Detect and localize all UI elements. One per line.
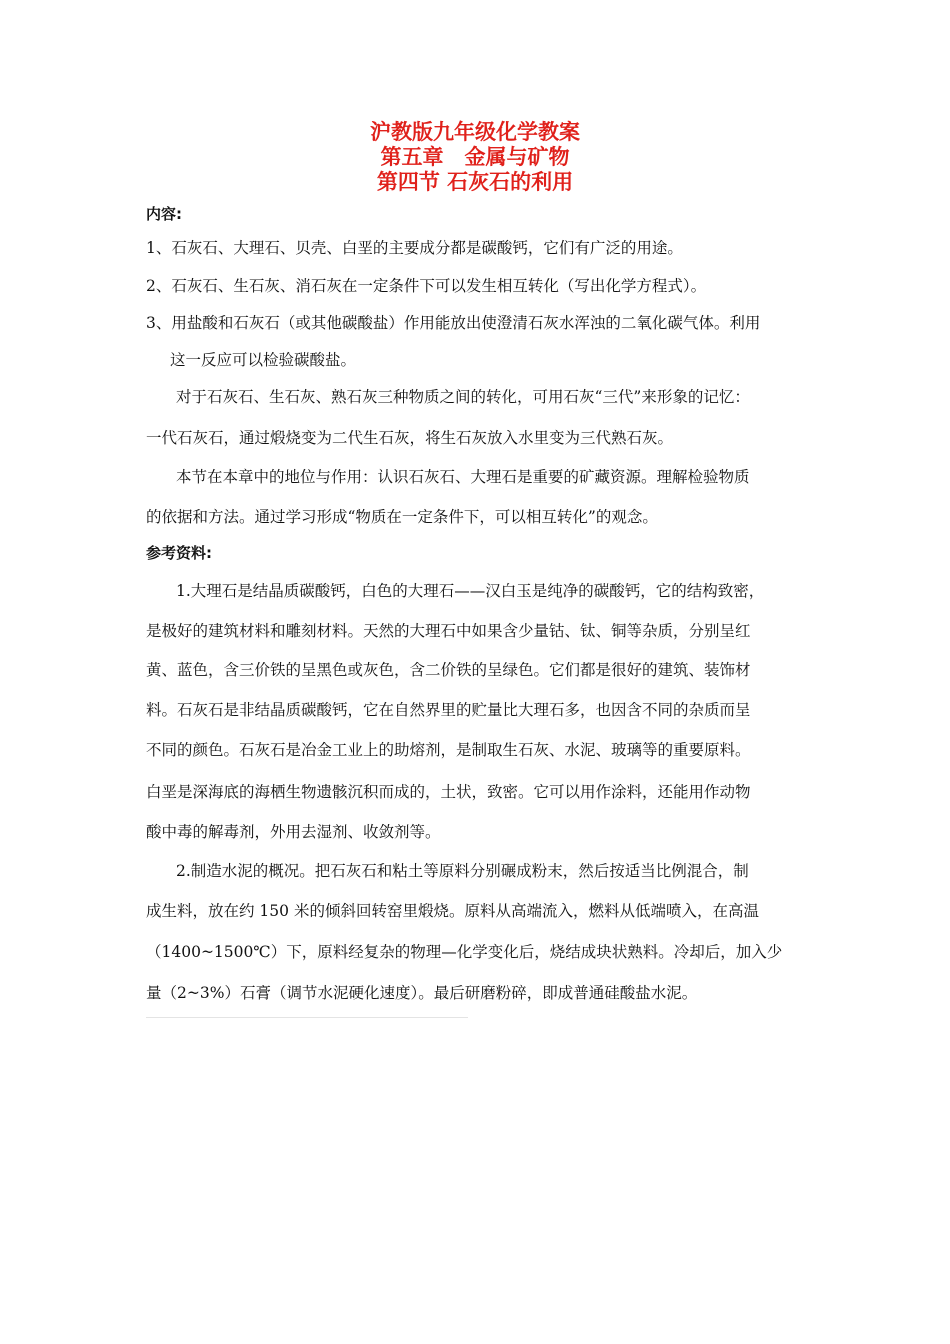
reference-line: （1400~1500℃）下，原料经复杂的物理—化学变化后，烧结成块状熟料。冷却后，加入少 [146,943,783,961]
reference-line: 1.大理石是结晶质碳酸钙，白色的大理石——汉白玉是纯净的碳酸钙，它的结构致密， [176,582,765,600]
content-line: 3、用盐酸和石灰石（或其他碳酸盐）作用能放出使澄清石灰水浑浊的二氧化碳气体。利用 [146,314,761,332]
content-line: 1、石灰石、大理石、贝壳、白垩的主要成分都是碳酸钙，它们有广泛的用途。 [146,239,683,257]
reference-line: 量（2~3%）石膏（调节水泥硬化速度）。最后研磨粉碎，即成普通硅酸盐水泥。 [146,984,698,1002]
reference-line: 料。石灰石是非结晶质碳酸钙，它在自然界里的贮量比大理石多，也因含不同的杂质而呈 [146,701,751,719]
content-line: 一代石灰石，通过煅烧变为二代生石灰，将生石灰放入水里变为三代熟石灰。 [146,429,674,447]
content-line: 这一反应可以检验碳酸盐。 [170,351,357,369]
title-block [0,120,950,195]
document-title: 沪教版九年级化学教案 [370,120,580,144]
reference-line: 酸中毒的解毒剂，外用去湿剂、收敛剂等。 [146,823,441,841]
reference-line: 不同的颜色。石灰石是冶金工业上的助熔剂，是制取生石灰、水泥、玻璃等的重要原料。 [146,741,751,759]
content-heading: 内容: [146,205,182,223]
content-line: 的依据和方法。通过学习形成“物质在一定条件下，可以相互转化”的观念。 [146,508,658,526]
content-line: 对于石灰石、生石灰、熟石灰三种物质之间的转化，可用石灰“三代”来形象的记忆： [176,388,750,406]
content-line: 本节在本章中的地位与作用：认识石灰石、大理石是重要的矿藏资源。理解检验物质 [176,468,750,486]
reference-line: 是极好的建筑材料和雕刻材料。天然的大理石中如果含少量钴、钛、铜等杂质，分别呈红 [146,622,751,640]
reference-line: 黄、蓝色，含三价铁的呈黑色或灰色，含二价铁的呈绿色。它们都是很好的建筑、装饰材 [146,661,751,679]
content-line: 2、石灰石、生石灰、消石灰在一定条件下可以发生相互转化（写出化学方程式）。 [146,277,707,295]
reference-line: 2.制造水泥的概况。把石灰石和粘土等原料分别碾成粉末，然后按适当比例混合，制 [176,862,749,880]
references-heading: 参考资料: [146,544,212,562]
section-title: 第四节 石灰石的利用 [376,170,574,194]
footer-divider [146,1017,468,1018]
reference-line: 成生料，放在约 150 米的倾斜回转窑里煅烧。原料从高端流入，燃料从低端喷入，在高温 [146,902,759,920]
reference-line: 白垩是深海底的海栖生物遗骸沉积而成的，土状，致密。它可以用作涂料，还能用作动物 [146,783,751,801]
chapter-title: 第五章 金属与矿物 [380,145,570,169]
